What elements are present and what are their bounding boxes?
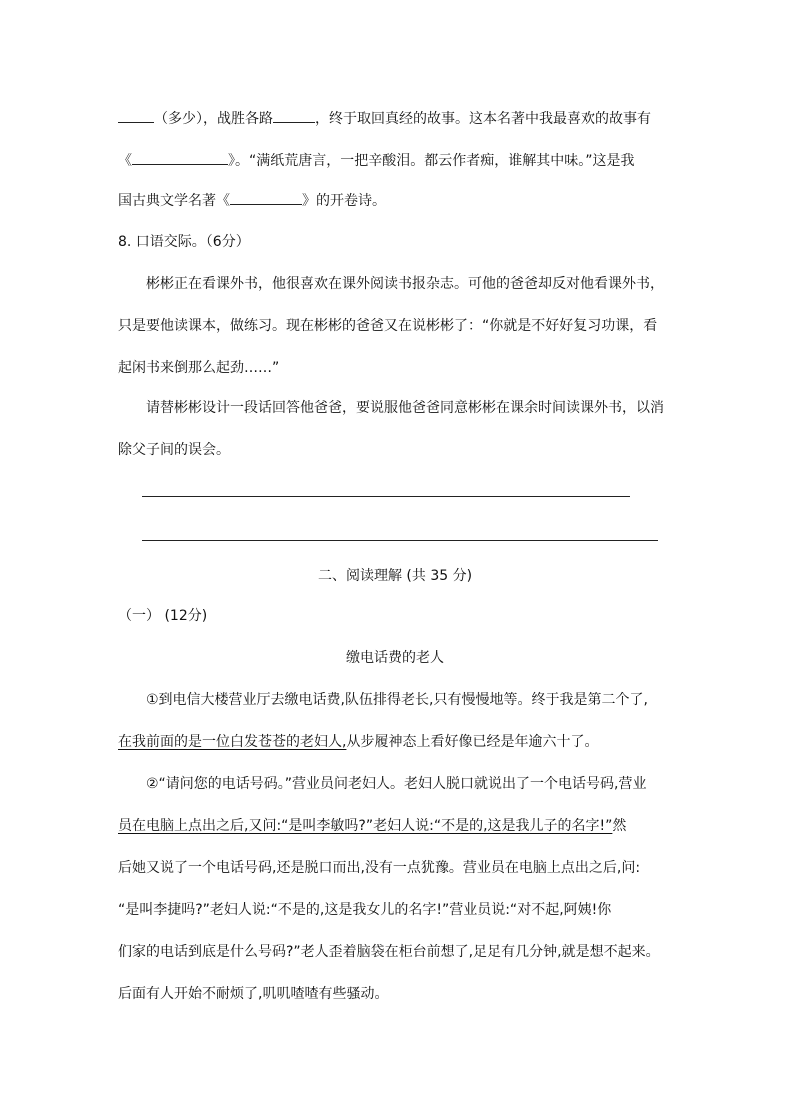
article-line: ②“请问您的电话号码。”营业员问老妇人。老妇人脱口就说出了一个电话号码,营业 [146, 776, 647, 792]
q7-line-2 [118, 150, 635, 171]
answer-line[interactable] [142, 496, 630, 497]
q8-instruction-line: 除父子间的误会。 [118, 442, 230, 458]
article-line: “是叫李捷吗?”老妇人说:“不是的,这是我女儿的名字!”营业员说:“对不起,阿姨!你 [118, 902, 612, 918]
article-line: 们家的电话到底是什么号码?”老人歪着脑袋在柜台前想了,足足有几分钟,就是想不起来。 [118, 944, 660, 960]
article-line: 后面有人开始不耐烦了,叽叽喳喳有些骚动。 [118, 986, 389, 1002]
q7-text: ，终于取回真经的故事。这本名著中我最喜欢的故事有 [315, 111, 651, 127]
q7-line-3 [118, 190, 386, 211]
article-text: 然 [612, 818, 627, 834]
q8-heading: 8. 口语交际。（6分） [118, 234, 250, 250]
section-title: 二、阅读理解 (共 35 分) [317, 568, 473, 584]
underlined-sentence: 员在电脑上点出之后,又问:“是叫李敏吗?”老妇人说:“不是的,这是我儿子的名字!” [118, 818, 613, 834]
article-text: 从步履神态上看好像已经是年逾六十了。 [346, 734, 599, 750]
q7-text: 国古典文学名著《 [118, 193, 230, 209]
underlined-sentence: 在我前面的是一位白发苍苍的老妇人, [118, 734, 347, 750]
answer-line[interactable] [142, 540, 658, 541]
q8-paragraph-line: 只是要他读课本，做练习。现在彬彬的爸爸又在说彬彬了：“你就是不好好复习功课，看 [118, 318, 658, 334]
answer-blank[interactable] [230, 190, 302, 205]
article-title: 缴电话费的老人 [346, 650, 444, 666]
q8-instruction-line: 请替彬彬设计一段话回答他爸爸，要说服他爸爸同意彬彬在课余时间读课外书，以消 [146, 400, 664, 416]
q7-text: “满纸荒唐言，一把辛酸泪。都云作者痴，谁解其中味。”这是我 [249, 153, 635, 169]
q8-paragraph-line: 起闲书来倒那么起劲……” [118, 360, 280, 376]
part-label: （一） (12分) [118, 608, 208, 624]
q8-paragraph-line: 彬彬正在看课外书，他很喜欢在课外阅读书报杂志。可他的爸爸却反对他看课外书， [146, 276, 664, 292]
article-line [118, 816, 626, 836]
book-bracket-close: 》。 [228, 153, 249, 169]
article-line: 后她又说了一个电话号码,还是脱口而出,没有一点犹豫。营业员在电脑上点出之后,问: [118, 860, 641, 876]
article-line: ①到电信大楼营业厅去缴电话费,队伍排得老长,只有慢慢地等。终于我是第二个了, [146, 692, 648, 708]
answer-blank[interactable] [273, 108, 315, 123]
q7-text: 》的开卷诗。 [302, 193, 386, 209]
answer-blank[interactable] [132, 150, 228, 165]
book-bracket-open: 《 [118, 153, 132, 169]
q7-text: （多少），战胜各路 [154, 111, 273, 127]
answer-blank[interactable] [118, 108, 154, 123]
q7-line-1 [118, 108, 651, 129]
article-line [118, 732, 598, 752]
